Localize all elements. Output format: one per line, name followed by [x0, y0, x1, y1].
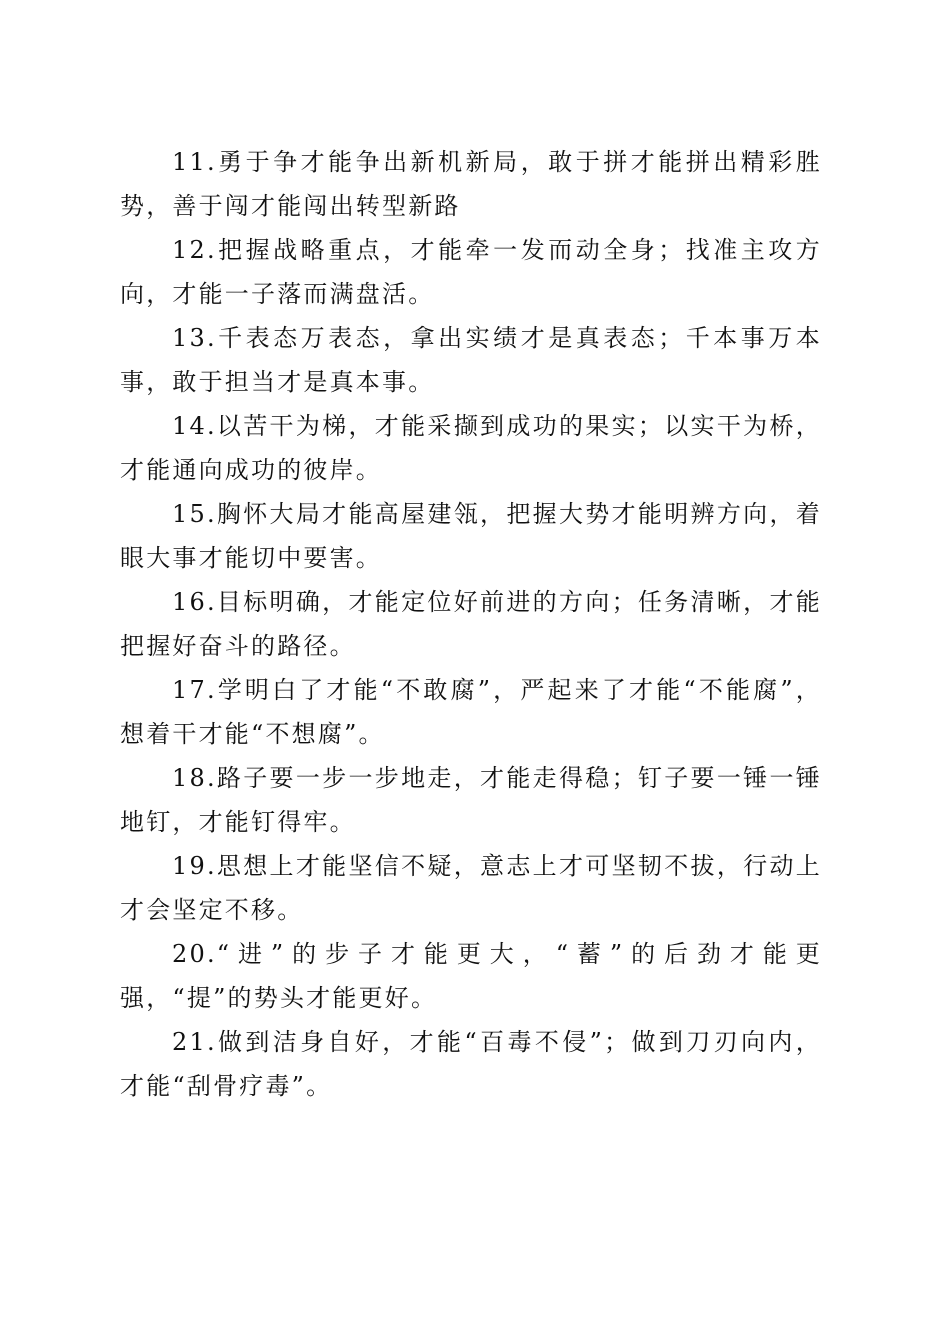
paragraph-11: 11.勇于争才能争出新机新局，敢于拼才能拼出精彩胜势，善于闯才能闯出转型新路 — [120, 148, 822, 220]
paragraph-21: 21.做到洁身自好，才能“百毒不侵”；做到刀刃向内，才能“刮骨疗毒”。 — [120, 1028, 822, 1100]
paragraph-18: 18.路子要一步一步地走，才能走得稳；钉子要一锤一锤地钉，才能钉得牢。 — [120, 764, 822, 836]
paragraph-16: 16.目标明确，才能定位好前进的方向；任务清晰，才能把握好奋斗的路径。 — [120, 588, 822, 660]
paragraph-12: 12.把握战略重点，才能牵一发而动全身；找准主攻方向，才能一子落而满盘活。 — [120, 236, 822, 308]
paragraph-15: 15.胸怀大局才能高屋建瓴，把握大势才能明辨方向，着眼大事才能切中要害。 — [120, 500, 822, 572]
paragraph-14: 14.以苦干为梯，才能采撷到成功的果实；以实干为桥，才能通向成功的彼岸。 — [120, 412, 822, 484]
paragraph-20: 20.“进”的步子才能更大，“蓄”的后劲才能更强，“提”的势头才能更好。 — [120, 940, 822, 1012]
paragraph-17: 17.学明白了才能“不敢腐”，严起来了才能“不能腐”，想着干才能“不想腐”。 — [120, 676, 822, 748]
paragraph-13: 13.千表态万表态，拿出实绩才是真表态；千本事万本事，敢于担当才是真本事。 — [120, 324, 822, 396]
document-body — [120, 140, 822, 1108]
paragraph-19: 19.思想上才能坚信不疑，意志上才可坚韧不拔，行动上才会坚定不移。 — [120, 852, 822, 924]
